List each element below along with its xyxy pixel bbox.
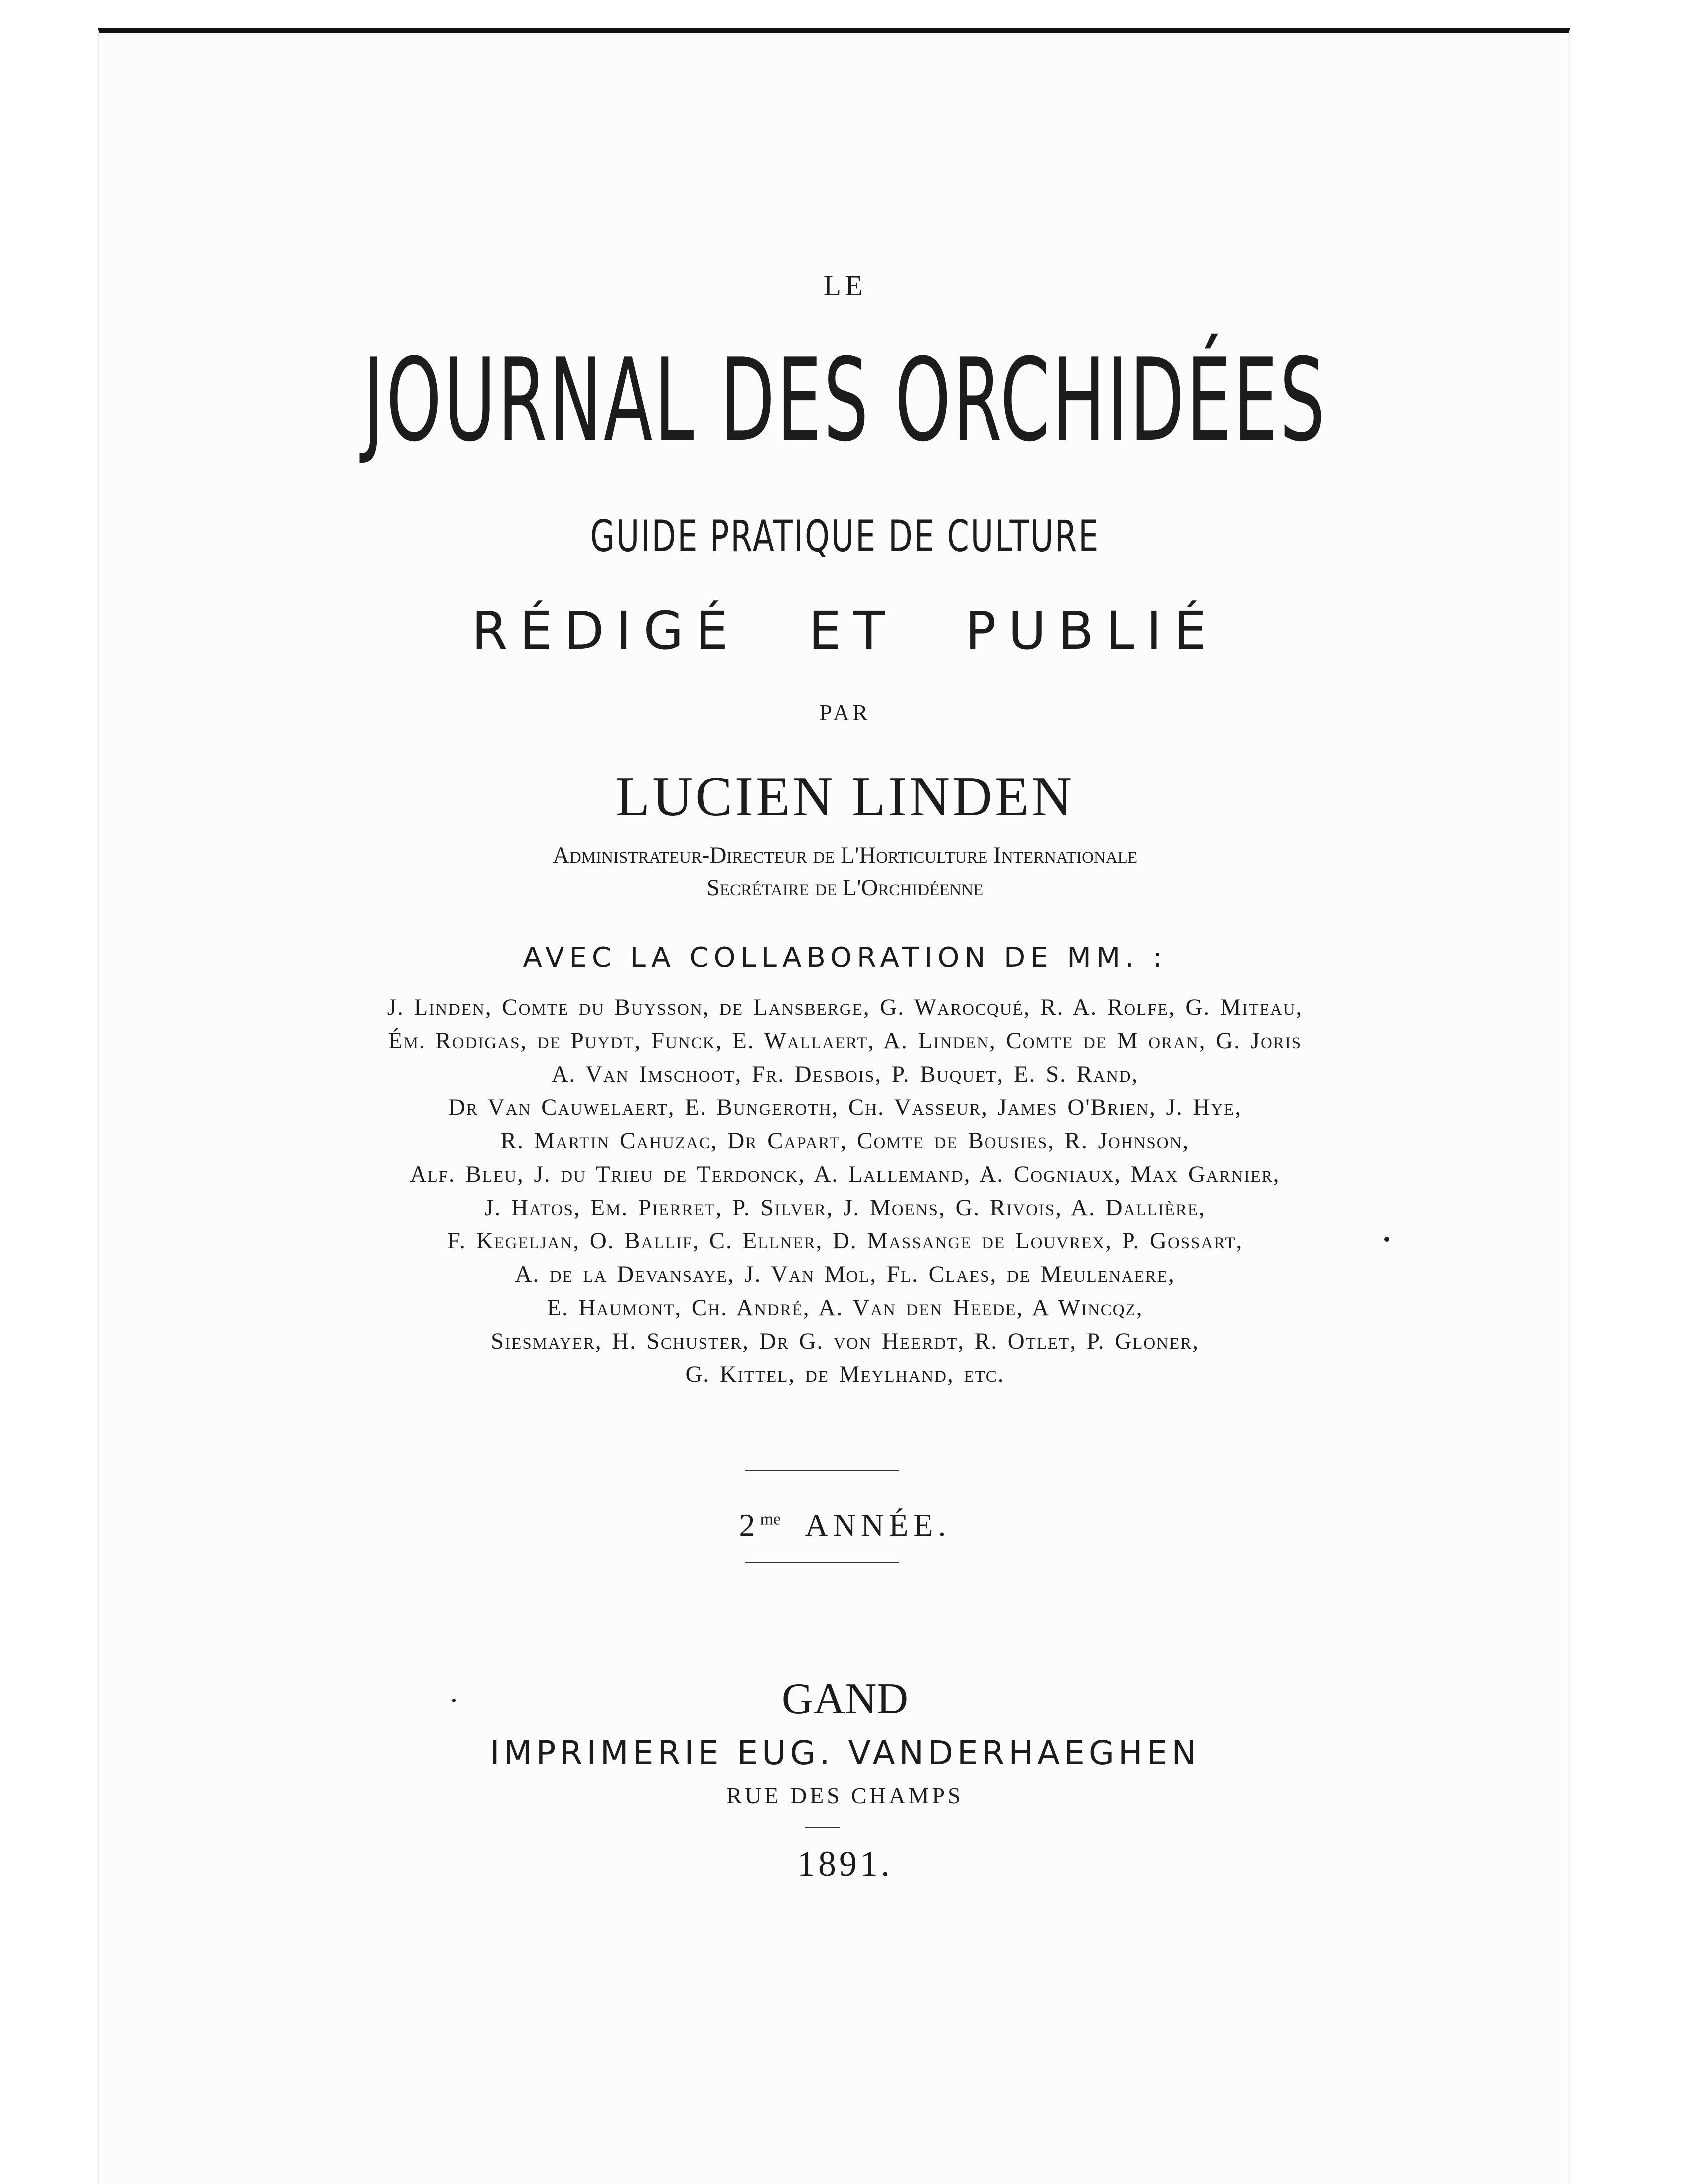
edition-number: 2 bbox=[739, 1507, 760, 1543]
collaborator-line: Siesmayer, H. Schuster, Dr G. von Heerdt, R. Otlet, P. Gloner, bbox=[491, 1328, 1199, 1354]
author-role-2: Secrétaire de L'Orchidéenne bbox=[706, 875, 984, 901]
collaborator-line: Alf. Bleu, J. du Trieu de Terdonck, A. Lallemand, A. Cogniaux, Max Garnier, bbox=[410, 1161, 1280, 1187]
subtitle: GUIDE PRATIQUE DE CULTURE bbox=[590, 511, 1100, 562]
collaborator-line: R. Martin Cahuzac, Dr Capart, Comte de Bousies, R. Johnson, bbox=[500, 1128, 1190, 1154]
collaborator-line: Dr Van Cauwelaert, E. Bungeroth, Ch. Vasseur, James O'Brien, J. Hye, bbox=[448, 1094, 1242, 1120]
imprint-printer: IMPRIMERIE EUG. VANDERHAEGHEN bbox=[490, 1734, 1200, 1772]
collaborator-line: G. Kittel, de Meylhand, etc. bbox=[685, 1362, 1005, 1387]
imprint-street: RUE DES CHAMPS bbox=[726, 1783, 964, 1808]
collaborator-line: Ém. Rodigas, de Puydt, Funck, E. Wallaert, A. Linden, Comte de M oran, G. Joris bbox=[388, 1028, 1302, 1054]
collaboration-heading: AVEC LA COLLABORATION DE MM. : bbox=[523, 942, 1167, 974]
journal-title: JOURNAL DES ORCHIDÉES bbox=[363, 334, 1327, 467]
divider-rule bbox=[745, 1470, 899, 1471]
short-rule bbox=[805, 1827, 840, 1828]
title-article: LE bbox=[823, 270, 867, 302]
collaborator-line: E. Haumont, Ch. André, A. Van den Heede, A Wincqz, bbox=[547, 1295, 1143, 1321]
collaborator-line: J. Linden, Comte du Buysson, de Lansberge, G. Warocqué, R. A. Rolfe, G. Miteau, bbox=[387, 994, 1303, 1020]
author-role-1: Administrateur-Directeur de L'Horticulture Internationale bbox=[553, 842, 1137, 868]
collaborator-line: F. Kegeljan, O. Ballif, C. Ellner, D. Massange de Louvrex, P. Gossart, bbox=[447, 1228, 1243, 1254]
imprint-year: 1891. bbox=[797, 1844, 893, 1884]
edition-year bbox=[0, 1507, 1690, 1544]
edition-suffix: me bbox=[760, 1510, 781, 1529]
ink-speck bbox=[452, 1699, 456, 1702]
by-line: PAR bbox=[819, 700, 871, 725]
edition-label: ANNÉE. bbox=[805, 1507, 951, 1543]
collaborator-line: A. Van Imschoot, Fr. Desbois, P. Buquet, E. S. Rand, bbox=[551, 1061, 1139, 1087]
editing-line: RÉDIGÉ ET PUBLIÉ bbox=[471, 600, 1219, 661]
imprint-city: GAND bbox=[781, 1675, 909, 1723]
collaborator-line: A. de la Devansaye, J. Van Mol, Fl. Claes, de Meulenaere, bbox=[515, 1261, 1175, 1287]
divider-rule bbox=[745, 1562, 899, 1563]
collaborator-line: J. Hatos, Em. Pierret, P. Silver, J. Moens, G. Rivois, A. Dallière, bbox=[484, 1195, 1206, 1221]
ink-speck bbox=[1384, 1237, 1389, 1242]
author-name: LUCIEN LINDEN bbox=[615, 766, 1075, 827]
